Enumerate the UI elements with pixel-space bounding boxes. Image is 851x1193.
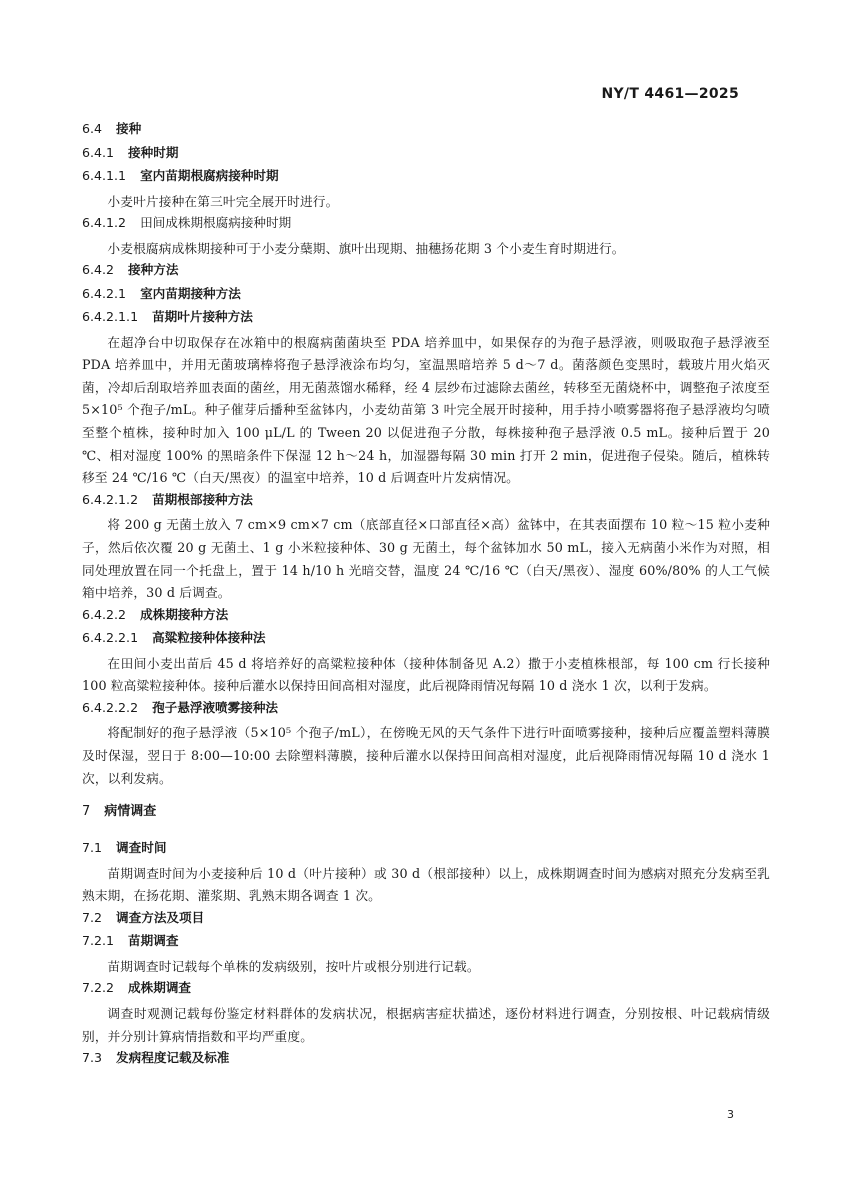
- section-title: 发病程度记载及标准: [116, 1050, 230, 1066]
- body-paragraph: 苗期调查时记载每个单株的发病级别，按叶片或根分别进行记载。: [107, 958, 480, 974]
- section-title: 室内苗期接种方法: [140, 285, 241, 301]
- body-paragraph: 小麦叶片接种在第三叶完全展开时进行。: [107, 193, 339, 209]
- section-title: 苗期叶片接种方法: [152, 309, 253, 325]
- section-title: 孢子悬浮液喷雾接种法: [152, 699, 279, 715]
- section-heading: [82, 167, 770, 185]
- section-number: 7.1: [82, 840, 103, 856]
- section-heading: [82, 144, 770, 162]
- section-heading: [82, 120, 770, 138]
- section-title: 室内苗期根腐病接种时期: [140, 168, 279, 183]
- section-heading: [82, 909, 770, 927]
- spacer: [82, 827, 770, 839]
- section-heading: [82, 1049, 770, 1067]
- section-number: 7.2.2: [82, 980, 115, 996]
- section-heading: [82, 308, 770, 326]
- body-paragraph: 苗期调查时间为小麦接种后 10 d（叶片接种）或 30 d（根部接种）以上，成株期调查时间为感病对照充分发病至乳熟末期，在扬花期、灌浆期、乳熟末期各调查 1 次。: [82, 865, 770, 904]
- section-title: 接种时期: [128, 144, 179, 160]
- section-number: 6.4.2.1: [82, 285, 127, 301]
- section-heading: [82, 491, 770, 509]
- body-paragraph: 小麦根腐病成株期接种可于小麦分蘖期、旗叶出现期、抽穗扬花期 3 个小麦生育时期进行。: [107, 240, 625, 256]
- section-heading: [82, 699, 770, 717]
- section-heading: [82, 979, 770, 997]
- page-number: 3: [727, 1108, 734, 1121]
- section-title: 调查时间: [116, 840, 167, 856]
- section-heading: [82, 606, 770, 624]
- body-paragraph: 在超净台中切取保存在冰箱中的根腐病菌菌块至 PDA 培养皿中，如果保存的为孢子悬浮液，则吸取孢子悬浮液至 PDA 培养皿中，并用无菌玻璃棒将孢子悬浮液涂布均匀，室温黑暗培养 5 d～7 d。菌落颜色变黑时，载玻片用火焰灭菌，冷却后刮取培养皿表面的菌丝，用无菌蒸馏水稀释，经 4 层纱布过滤除去菌丝，转移至无菌烧杯中，调整孢子浓度至 5×10⁵ 个孢子/mL。种子催芽后播种至盆钵内，小麦幼苗第 3 叶完全展开时接种，用手持小喷雾器将孢子悬浮液均匀喷至整个植株，接种时加入 100 μL/L 的 Tween 20 以促进孢子分散，每株接种孢子悬浮液 0.5 mL。接种后置于 20 ℃、相对湿度 100% 的黑暗条件下保湿 12 h～24 h，加湿器每隔 30 min 打开 2 min，促进孢子侵染。随后，植株转移至 24 ℃/16 ℃（白天/黑夜）的温室中培养，10 d 后调查叶片发病情况。: [82, 334, 770, 486]
- section-number: 6.4.2.2.2: [82, 699, 139, 715]
- section-number: 6.4.2.2.1: [82, 630, 139, 646]
- section-heading: [82, 261, 770, 279]
- section-title: 苗期调查: [128, 933, 179, 949]
- document-body: [82, 120, 770, 1073]
- body-paragraph: 将 200 g 无菌土放入 7 cm×9 cm×7 cm（底部直径×口部直径×高）盆钵中，在其表面摆布 10 粒～15 粒小麦种子，然后依次覆 20 g 无菌土、1 g 小米粒接种体、30 g 无菌土，每个盆钵加水 50 mL，接入无病菌小米作为对照，相同处理放置在同一个托盘上，置于 14 h/10 h 光暗交替，温度 24 ℃/16 ℃（白天/黑夜）、湿度 60%/80% 的人工气候箱中培养，30 d 后调查。: [82, 517, 770, 601]
- section-title: 接种: [116, 121, 142, 136]
- body-paragraph: 调查时观测记载每份鉴定材料群体的发病状况，根据病害症状描述，逐份材料进行调查，分别按根、叶记载病情级别，并分别计算病情指数和平均严重度。: [82, 1005, 770, 1044]
- section-number: 7.3: [82, 1050, 103, 1066]
- section-number: 6.4.2.1.1: [82, 309, 139, 325]
- section-number: 6.4: [82, 121, 103, 136]
- section-heading: [82, 629, 770, 647]
- section-title: 田间成株期根腐病接种时期: [140, 215, 292, 231]
- section-heading: [82, 932, 770, 950]
- section-title: 病情调查: [104, 804, 157, 820]
- section-number: 7.2.1: [82, 933, 115, 949]
- section-title: 成株期调查: [128, 980, 192, 996]
- section-title: 成株期接种方法: [140, 606, 229, 622]
- section-heading: [82, 214, 770, 232]
- section-number: 6.4.2.1.2: [82, 491, 139, 507]
- section-heading: [82, 803, 770, 821]
- section-number: 6.4.2.2: [82, 606, 127, 622]
- section-number: 6.4.1.2: [82, 215, 127, 231]
- section-title: 调查方法及项目: [116, 909, 205, 925]
- section-title: 苗期根部接种方法: [152, 491, 253, 507]
- section-title: 接种方法: [128, 262, 179, 278]
- section-number: 6.4.1: [82, 144, 115, 160]
- section-number: 6.4.1.1: [82, 168, 127, 183]
- section-heading: [82, 839, 770, 857]
- standard-code: NY/T 4461—2025: [601, 86, 739, 102]
- section-number: 7.2: [82, 909, 103, 925]
- section-number: 6.4.2: [82, 262, 115, 278]
- spacer: [82, 791, 770, 803]
- body-paragraph: 在田间小麦出苗后 45 d 将培养好的高粱粒接种体（接种体制备见 A.2）撒于小麦植株根部，每 100 cm 行长接种 100 粒高粱粒接种体。接种后灌水以保持田间高相对湿度，此后视降雨情况每隔 10 d 浇水 1 次，以利于发病。: [82, 655, 770, 694]
- section-title: 高粱粒接种体接种法: [152, 630, 266, 646]
- section-number: 7: [82, 804, 91, 820]
- section-heading: [82, 285, 770, 303]
- body-paragraph: 将配制好的孢子悬浮液（5×10⁵ 个孢子/mL），在傍晚无风的天气条件下进行叶面喷雾接种，接种后应覆盖塑料薄膜及时保湿，翌日于 8:00—10:00 去除塑料薄膜，接种后灌水以保持田间高相对湿度，此后视降雨情况每隔 10 d 浇水 1 次，以利发病。: [82, 725, 770, 786]
